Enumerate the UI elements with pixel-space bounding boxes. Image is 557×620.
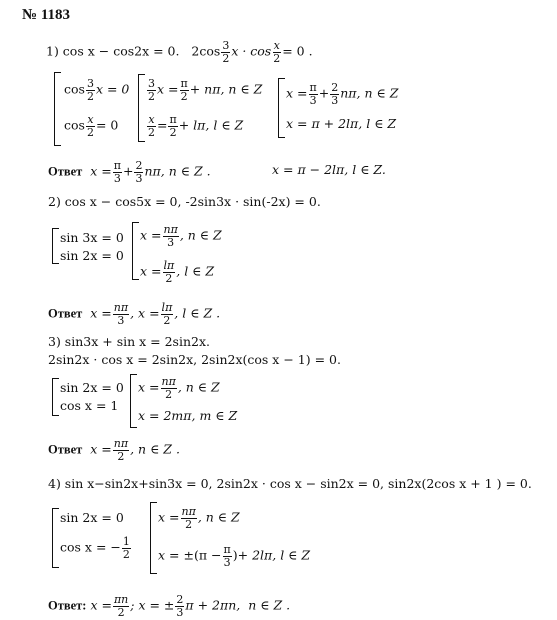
denominator: 2: [185, 517, 193, 531]
p1-eq-text: 1) cos x − cos2x = 0.: [46, 43, 180, 59]
p3-sys-line2: cos x = 1: [60, 398, 119, 413]
p1-sys-line2: [64, 114, 118, 138]
text: nπ,: [144, 163, 165, 179]
fraction: [122, 536, 131, 560]
p2-equation: 2) cos x − cos5x = 0, -2sin3x · sin(-2x) = 0.: [48, 194, 321, 209]
numerator: π: [113, 159, 121, 172]
fraction: [163, 260, 176, 284]
text: + 2lπ, l ∈ Z: [237, 547, 311, 563]
fraction: [330, 82, 339, 106]
text: cos x = −: [60, 539, 121, 555]
denominator: 3: [167, 235, 175, 249]
fraction: [175, 594, 184, 618]
denominator: 3: [135, 171, 143, 185]
text: x =: [138, 379, 160, 395]
numerator: π: [223, 543, 231, 556]
denominator: 2: [122, 547, 130, 561]
answer-label: Ответ: [48, 306, 83, 321]
numerator: π: [169, 113, 177, 126]
p3-equation-2: 2sin2x · cos x = 2sin2x, 2sin2x(cos x − 1) = 0.: [48, 352, 341, 367]
text: cos: [64, 117, 85, 133]
denominator: 3: [223, 555, 231, 569]
denominator: 3: [331, 93, 339, 107]
p3-sys-line1: sin 2x = 0: [60, 380, 124, 395]
p4-sys2-line1: [158, 506, 240, 530]
denominator: 2: [165, 387, 173, 401]
system-bracket: [132, 222, 139, 280]
p2-sys2-line1: [140, 224, 222, 248]
fraction: [168, 114, 177, 138]
text: x =: [158, 509, 180, 525]
text: l ∈ Z: [366, 116, 397, 131]
numerator: lπ: [163, 259, 175, 272]
text: x = π + 2lπ,: [286, 116, 363, 131]
system-bracket: [278, 78, 285, 138]
p3-equation: 3) sin3x + sin x = 2sin2x.: [48, 334, 210, 349]
text: x =: [140, 263, 162, 279]
denominator: 2: [117, 605, 125, 619]
text: π + 2πn,: [185, 597, 241, 613]
system-bracket: [130, 374, 137, 428]
numerator: nπ: [113, 437, 129, 450]
p2-answer: [48, 302, 220, 326]
numerator: 3: [222, 39, 230, 52]
fraction: [113, 594, 129, 618]
fraction: [181, 506, 197, 530]
fraction: [113, 438, 129, 462]
text: +: [318, 85, 330, 101]
fraction: [86, 78, 95, 102]
text: , l ∈ Z: [176, 263, 215, 279]
answer-label: Ответ:: [48, 598, 87, 613]
p1-eq2-a: 2cos: [191, 43, 221, 59]
fraction: [113, 160, 122, 184]
p1-sys2-line2: [146, 114, 243, 138]
system-bracket: [52, 508, 59, 568]
text: , n ∈ Z: [179, 227, 222, 243]
text: x = π − 2lπ,: [272, 162, 349, 177]
p1-equation: [46, 40, 313, 64]
p4-equation: 4) sin x−sin2x+sin3x = 0, 2sin2x · cos x − sin2x = 0, sin2x(2cos x + 1 ) = 0.: [48, 476, 532, 491]
text: n ∈ Z: [364, 85, 399, 101]
p2-sys-line2: sin 2x = 0: [60, 248, 124, 263]
fraction: [86, 114, 95, 138]
text: , n ∈ Z .: [130, 441, 180, 457]
fraction: [180, 78, 189, 102]
numerator: πn: [113, 593, 129, 606]
fraction: [272, 40, 281, 64]
denominator: 2: [86, 89, 94, 103]
text: +: [123, 163, 134, 179]
fraction: [161, 302, 174, 326]
denominator: 2: [163, 313, 171, 327]
system-bracket: [52, 378, 59, 416]
p4-sys2-line2: x = ±(π − $\frac{\pi}{3}$ )+ 2lπ, l ∈ Z: [158, 543, 311, 569]
p4-sys-line1: sin 2x = 0: [60, 510, 124, 525]
numerator: nπ: [161, 375, 176, 388]
numerator: π: [180, 77, 188, 90]
system-bracket: [54, 72, 61, 146]
text: n ∈ Z: [228, 81, 263, 97]
text: n ∈ Z .: [248, 597, 291, 613]
fraction: [147, 114, 156, 138]
text: + lπ,: [178, 117, 210, 133]
system-bracket: [150, 502, 157, 574]
text: x =: [90, 441, 112, 457]
p1-sys3-line1: [286, 82, 398, 106]
text: x =: [140, 227, 162, 243]
fraction: [163, 224, 179, 248]
fraction: [113, 302, 129, 326]
text: ; x = ±: [130, 597, 175, 613]
denominator: 3: [176, 605, 184, 619]
p2-sys2-line2: [140, 260, 214, 284]
p1-answer-2: [272, 164, 386, 177]
denominator: 2: [148, 125, 155, 139]
numerator: nπ: [181, 505, 196, 518]
numerator: 1: [122, 535, 130, 548]
numerator: π: [309, 81, 317, 94]
p3-answer: [48, 438, 180, 462]
text: l ∈ Z: [213, 117, 244, 133]
p1-eq2-c: = 0 .: [282, 43, 313, 59]
numerator: x: [273, 39, 280, 52]
denominator: 2: [222, 51, 230, 65]
numerator: lπ: [161, 301, 173, 314]
text: + nπ,: [189, 81, 225, 97]
denominator: 2: [180, 89, 188, 103]
denominator: 3: [309, 93, 317, 107]
p3-sys2-line1: [138, 376, 220, 400]
text: x = ±: [158, 547, 194, 563]
fraction: [221, 40, 230, 64]
denominator: 2: [165, 271, 173, 285]
text: = 0: [95, 117, 119, 133]
text: x =: [90, 163, 112, 179]
p1-sys-line1: [64, 78, 129, 102]
fraction: [309, 82, 318, 106]
text: x =: [90, 305, 112, 321]
text: , l ∈ Z .: [174, 305, 221, 321]
system-bracket: [138, 74, 145, 142]
text: , n ∈ Z: [197, 509, 240, 525]
numerator: nπ: [163, 223, 178, 236]
numerator: 3: [148, 77, 155, 90]
denominator: 3: [117, 313, 125, 327]
text: x =: [286, 85, 308, 101]
denominator: 2: [117, 449, 125, 463]
text: , x =: [130, 305, 160, 321]
denominator: 3: [113, 171, 121, 185]
text: nπ,: [340, 85, 361, 101]
numerator: nπ: [113, 301, 129, 314]
problem-number: № 1183: [22, 7, 70, 23]
text: x =: [90, 597, 112, 613]
text: x = 0: [95, 81, 130, 97]
fraction: [134, 160, 143, 184]
denominator: 2: [86, 125, 94, 139]
p4-answer: [48, 594, 290, 618]
fraction: [223, 544, 232, 568]
denominator: 2: [169, 125, 177, 139]
text: π −: [198, 547, 222, 563]
text: =: [157, 117, 168, 133]
numerator: x: [148, 113, 155, 126]
text: x =: [157, 81, 179, 97]
p1-sys3-line2: [286, 118, 396, 131]
system-bracket: [52, 228, 59, 264]
p1-eq2-b: x · cos: [231, 43, 272, 59]
answer-label: Ответ: [48, 164, 83, 179]
numerator: 2: [176, 593, 184, 606]
fraction: [161, 376, 177, 400]
p1-sys2-line1: [146, 78, 262, 102]
fraction: [147, 78, 156, 102]
p1-answer: [48, 160, 211, 184]
numerator: 2: [331, 81, 339, 94]
p3-sys2-line2: x = 2mπ, m ∈ Z: [138, 408, 238, 423]
p2-sys-line1: sin 3x = 0: [60, 230, 124, 245]
answer-label: Ответ: [48, 442, 83, 457]
denominator: 2: [273, 51, 281, 65]
p4-sys-line2: [60, 536, 132, 560]
numerator: 3: [86, 77, 94, 90]
text: cos: [64, 81, 85, 97]
numerator: x: [87, 113, 94, 126]
denominator: 2: [148, 89, 155, 103]
text: n ∈ Z .: [168, 163, 211, 179]
numerator: 2: [135, 159, 143, 172]
text: l ∈ Z.: [352, 162, 386, 177]
text: , n ∈ Z: [177, 379, 220, 395]
